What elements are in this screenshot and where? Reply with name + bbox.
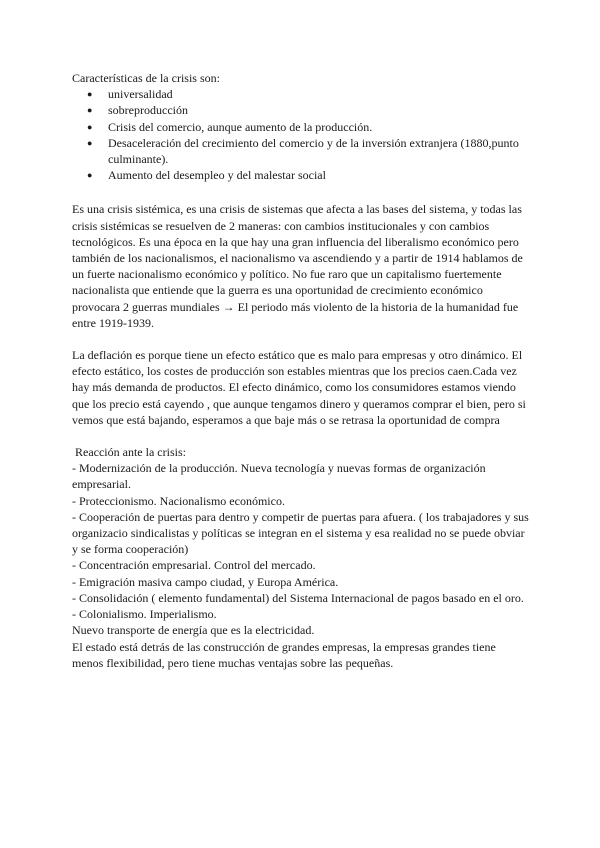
paragraph-deflation: La deflación es porque tiene un efecto estático que es malo para empresas y otro dinámico. El efecto estático, los costes de producción son estables mientras que los precios caen.Cada vez hay más demanda de productos. El efecto dinámico, como los consumidores estamos viendo que los precio está cayendo , que aunque tengamos dinero y queramos comprar el bien, pero si vemos que está bajando, esperamos a que baje más o se retrasa la oportunidad de compra <box>72 348 526 427</box>
list-item: ● Crisis del comercio, aunque aumento de la producción. <box>72 119 530 135</box>
list-item: - Emigración masiva campo ciudad, y Europa América. <box>72 574 339 589</box>
list-item: - Colonialismo. Imperialismo. <box>72 607 217 622</box>
spacer <box>72 331 530 347</box>
list-item: ● Aumento del desempleo y del malestar social <box>72 167 530 183</box>
spacer <box>72 183 530 201</box>
list-item: ● Desaceleración del crecimiento del comercio y de la inversión extranjera (1880,punto culminante). <box>72 135 530 167</box>
paragraph-systemic-crisis: Es una crisis sistémica, es una crisis de sistemas que afecta a las bases del sistema, y todas las crisis sistémicas se resuelven de 2 maneras: con cambios institucionales y con cambios tecnológicos. Es una época en la que hay una gran influencia del liberalismo económico pero también de los nacionalismos, el nacionalismo va ascendiendo y a partir de 1914 hablamos de un fuerte nacionalismo económico y político. No fue raro que un capitalismo fuertemente nacionalista que entiende que la guerra es una oportunidad de crecimiento económico provocara 2 guerras mundiales → El periodo más violento de la historia de la humanidad fue entre 1919-1939. <box>72 202 523 330</box>
intro-heading: Características de la crisis son: <box>72 71 220 85</box>
electricity-line: Nuevo transporte de energía que es la electricidad. <box>72 623 315 638</box>
list-item: - Modernización de la producción. Nueva tecnología y nuevas formas de organización empresarial. <box>72 461 486 492</box>
list-item: - Concentración empresarial. Control del mercado. <box>72 558 316 573</box>
spacer <box>72 428 530 444</box>
list-item: - Proteccionismo. Nacionalismo económico. <box>72 493 285 508</box>
list-item: - Consolidación ( elemento fundamental) del Sistema Internacional de pagos basado en el oro. <box>72 590 524 605</box>
list-item: ● universalidad <box>72 86 530 102</box>
list-item: - Cooperación de puertas para dentro y competir de puertas para afuera. ( los trabajadores y sus organizacio sindicalistas y políticas se integran en el sistema y esa realidad no se puede obviar y se forma cooperación) <box>72 509 529 557</box>
list-item: ● sobreproducción <box>72 102 530 118</box>
paragraph-state-companies: El estado está detrás de las construcción de grandes empresas, la empresas grandes tiene menos flexibilidad, pero tiene muchas ventajas sobre las pequeñas. <box>72 639 496 670</box>
characteristics-list <box>72 86 530 183</box>
reaction-heading: Reacción ante la crisis: <box>72 445 186 460</box>
reaction-list <box>72 460 530 622</box>
